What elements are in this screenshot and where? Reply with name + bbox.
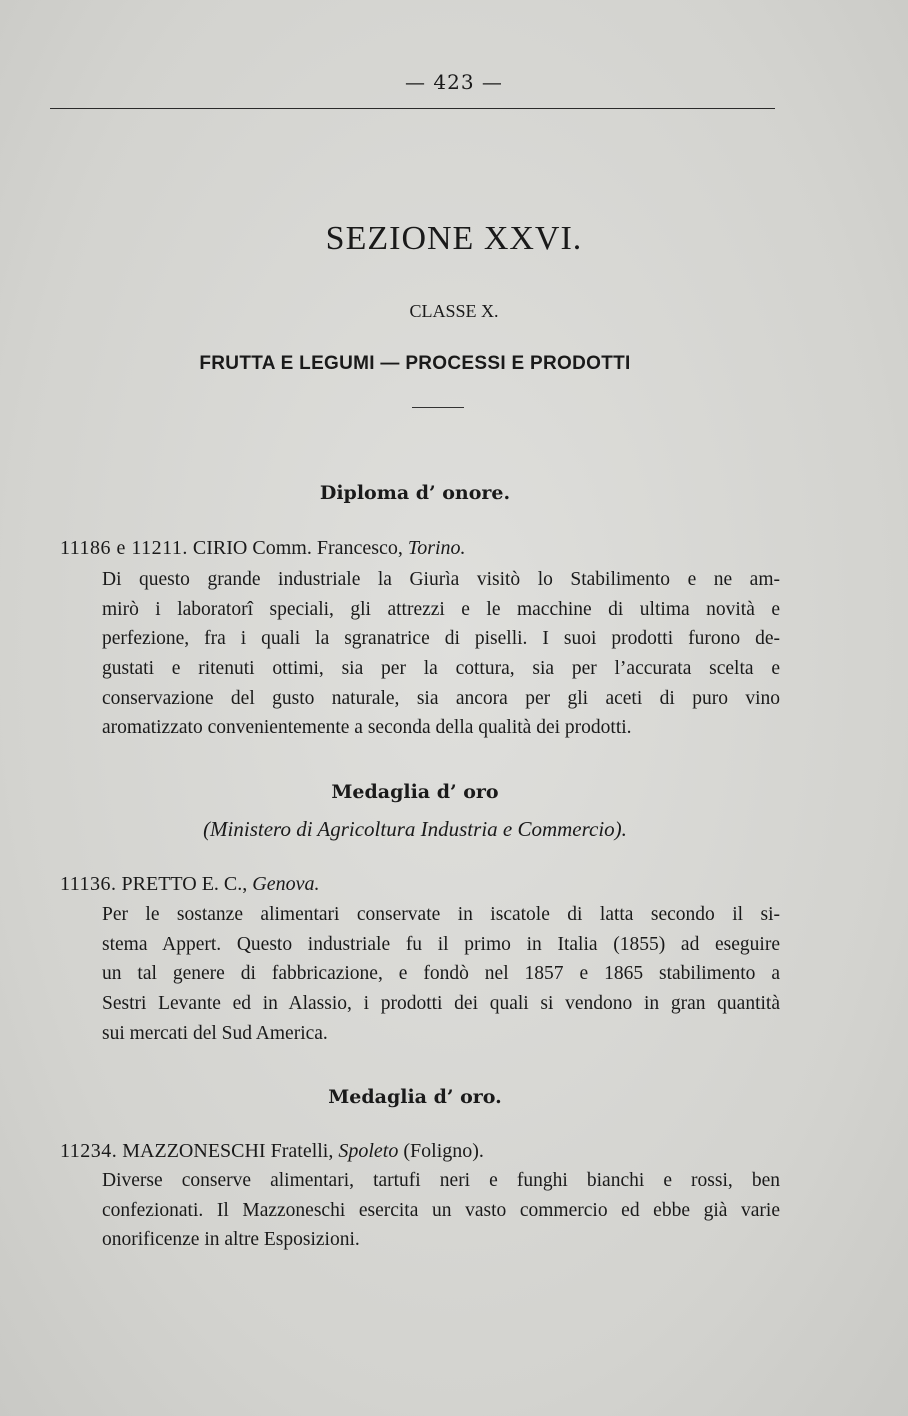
section-title: SEZIONE XXVI. — [325, 220, 583, 257]
text-line: confezionati. Il Mazzoneschi esercita un vasto commercio ed ebbe già varie — [102, 1199, 780, 1221]
text-line: Per le sostanze alimentari conservate in iscatole di latta secondo il si- — [102, 904, 780, 925]
text-line: un tal genere di fabbricazione, e fondò nel 1857 e 1865 stabilimento a — [102, 963, 780, 985]
class-title: CLASSE X. — [409, 301, 499, 321]
entry-number: 11234. — [60, 1140, 118, 1162]
text-line: Sestri Levante ed in Alassio, i prodotti dei quali si vendono in gran quantità — [102, 993, 780, 1015]
entry-place: Spoleto — [338, 1140, 399, 1162]
text-line: perfezione, fra i quali la sgranatrice di piselli. I suoi prodotti furono de- — [102, 628, 780, 650]
entry-name: PRETTO E. C., — [121, 873, 248, 895]
entry-header — [60, 873, 319, 896]
entry-place: Torino. — [407, 537, 466, 559]
entry-description — [102, 1166, 780, 1255]
text-line: conservazione del gusto naturale, sia ancora per gli aceti di puro vino — [102, 687, 780, 709]
entry-description — [102, 900, 780, 1048]
award-heading-gold-medal: Medaglia d’ oro — [331, 781, 499, 803]
entry-number: 11186 e 11211. — [60, 537, 188, 559]
text-line: Di questo grande industriale la Giurìa visitò lo Stabilimento e ne am- — [102, 569, 780, 590]
text-line: stema Appert. Questo industriale fu il primo in Italia (1855) ad eseguire — [102, 933, 780, 955]
award-heading-diploma: Diploma d’ onore. — [319, 482, 511, 504]
text-line: aromatizzato convenientemente a seconda della qualità dei prodotti. — [102, 717, 632, 739]
text-line: sui mercati del Sud America. — [102, 1022, 328, 1044]
text-line: Diverse conserve alimentari, tartufi neri e funghi bianchi e rossi, ben — [102, 1170, 780, 1191]
entry-header — [60, 1140, 484, 1163]
award-heading-gold-medal: Medaglia d’ oro. — [328, 1086, 502, 1108]
text-line: mirò i laboratorî speciali, gli attrezzi e le macchine di ultima novità e — [102, 598, 780, 620]
category-title: FRUTTA E LEGUMI — PROCESSI E PRODOTTI — [199, 353, 631, 374]
entry-number: 11136. — [60, 873, 117, 895]
entry-place: Genova. — [252, 873, 320, 895]
entry-header — [60, 537, 466, 560]
section-divider — [412, 407, 464, 408]
entry-place-note: (Foligno). — [403, 1140, 484, 1162]
entry-name: CIRIO Comm. Francesco, — [192, 537, 403, 559]
text-line: gustati e ritenuti ottimi, sia per la cottura, sia per l’accurata scelta e — [102, 658, 780, 680]
award-sponsor: (Ministero di Agricoltura Industria e Commercio). — [203, 817, 627, 841]
header-rule — [50, 108, 775, 109]
text-line: onorificenze in altre Esposizioni. — [102, 1229, 360, 1251]
entry-name: MAZZONESCHI Fratelli, — [122, 1140, 334, 1162]
page-number: — 423 — — [405, 70, 503, 94]
entry-description — [102, 565, 780, 743]
